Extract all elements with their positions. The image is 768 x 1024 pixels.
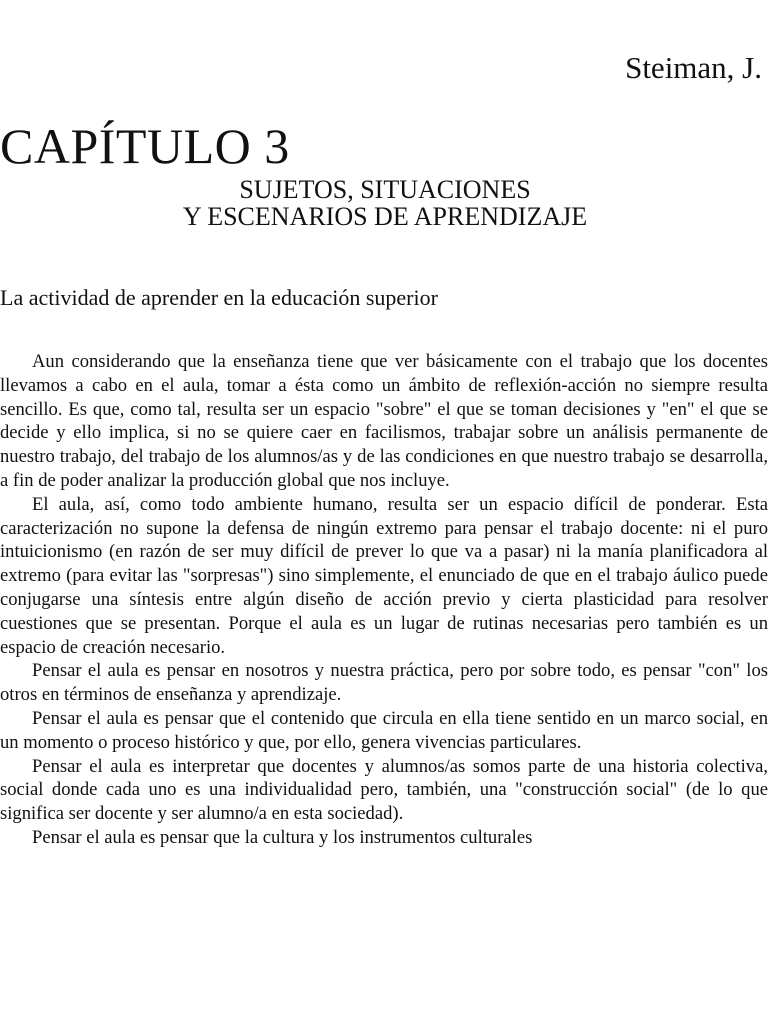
subtitle-line-1: SUJETOS, SITUACIONES xyxy=(239,175,531,204)
paragraph-4: Pensar el aula es pensar que el contenido que circula en ella tiene sentido en un marco social, en un momento o proceso histórico y que, por ello, genera vivencias particulares. xyxy=(0,707,768,753)
body-text xyxy=(0,350,768,850)
chapter-title: CAPÍTULO 3 xyxy=(0,118,290,174)
paragraph-6: Pensar el aula es pensar que la cultura y los instrumentos culturales xyxy=(32,826,533,848)
author-name: Steiman, J. xyxy=(625,50,762,85)
paragraph-1: Aun considerando que la enseñanza tiene que ver básicamente con el trabajo que los docentes llevamos a cabo en el aula, tomar a ésta como un ámbito de reflexión-acción no siempre resulta sencillo. Es que, como tal, resulta ser un espacio "sobre" el que se toman decisiones y "en" el que se decide y ello implica, si no se quiere caer en facilismos, trabajar sobre un análisis permanente de nuestro trabajo, del trabajo de los alumnos/as y de las condiciones en que nuestro trabajo se desarrolla, a fin de poder analizar la producción global que nos incluye. xyxy=(0,351,768,491)
chapter-subtitle xyxy=(90,176,680,230)
paragraph-3: Pensar el aula es pensar en nosotros y nuestra práctica, pero por sobre todo, es pensar "con" los otros en términos de enseñanza y aprendizaje. xyxy=(0,660,768,706)
subtitle-line-2: Y ESCENARIOS DE APRENDIZAJE xyxy=(182,202,588,231)
section-heading: La actividad de aprender en la educación superior xyxy=(0,285,438,310)
paragraph-2: El aula, así, como todo ambiente humano, resulta ser un espacio difícil de ponderar. Esta caracterización no supone la defensa de ningún extremo para pensar el trabajo docente: ni el puro intuicionismo (en razón de ser muy difícil de prever lo que va a pasar) ni la manía planificadora al extremo (para evitar las "sorpresas") sino simplemente, el enunciado de que en el trabajo áulico puede conjugarse una síntesis entre algún diseño de acción previo y cierta plasticidad para resolver cuestiones que se presentan. Porque el aula es un lugar de rutinas necesarias pero también es un espacio de creación necesario. xyxy=(0,493,768,658)
paragraph-5: Pensar el aula es interpretar que docentes y alumnos/as somos parte de una historia colectiva, social donde cada uno es una individualidad pero, también, una "construcción social" (de lo que significa ser docente y ser alumno/a en esta sociedad). xyxy=(0,755,768,825)
